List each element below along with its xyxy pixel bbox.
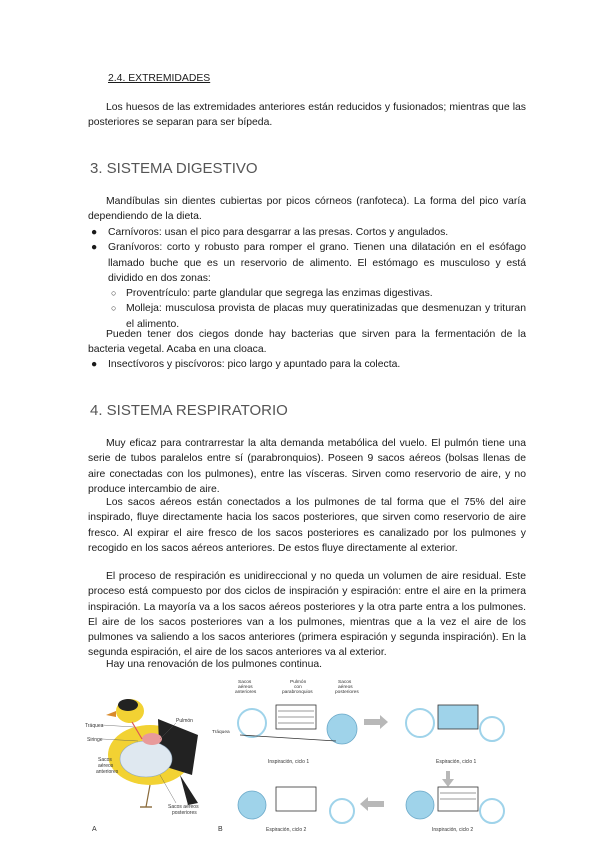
lung — [142, 733, 162, 745]
label-sacos-ant-2: aéreos — [238, 685, 253, 690]
diet-list — [88, 225, 526, 332]
subsection-title: 2.4. EXTREMIDADES — [108, 73, 211, 84]
bird-leg — [146, 785, 150, 807]
diagram-esp-2 — [238, 787, 354, 833]
ciegos-paragraph: Pueden tener dos ciegos donde hay bacterias que sirven para la fermentación de la bacteria vegetal. Acaba en una cloaca. — [88, 329, 526, 356]
panel-letter-a: A — [92, 826, 97, 833]
bird-beak — [106, 711, 116, 717]
label-pulmon: Pulmón — [176, 718, 193, 724]
respiratorio-paragraph-1: Muy eficaz para contrarrestar la alta demanda metabólica del vuelo. El pulmón tiene una serie de tubos paralelos entre sí (parabronquios). Poseen 9 sacos aéreos (bolsas llenas de aire conectadas con los pulmones), entre las vísceras. Sirven como reservorio de aire, y no produce intercambio de aire. — [88, 438, 526, 495]
circle-bullet-icon: ○ — [111, 288, 117, 299]
bird-cap — [118, 699, 138, 711]
label-sacos-posteriores-2: posteriores — [172, 810, 197, 816]
diagram-insp-2 — [406, 787, 504, 833]
caption-inspiracion-1: Inspiración, ciclo 1 — [268, 759, 310, 765]
label-sacos-anteriores-2: aéreos — [98, 763, 114, 769]
bullet-text: Granívoros: corto y robusto para romper el grano. Tienen una dilatación en el esófago llamado buche que es un reservorio de alimento. El estómago es musculoso y está dividido en dos zonas: — [108, 242, 526, 284]
section-heading-digestivo: 3. SISTEMA DIGESTIVO — [90, 160, 258, 177]
label-sacos-ant-3: anteriores — [235, 690, 257, 695]
diagram-esp-1 — [406, 705, 504, 765]
caption-inspiracion-2: Inspiración, ciclo 2 — [432, 827, 474, 833]
label-traquea: Tráquea — [85, 723, 104, 729]
respiratorio-paragraph-2: Los sacos aéreos están conectados a los pulmones de tal forma que el 75% del aire inspirado, fluye directamente hacia los sacos posteriores, que sirven como reservorio de aire fresco. Al expirar el aire fresco de los sacos posteriores es canalizado por los pulmones y recogido en los sacos aéreos anteriores. De estos fluye directamente al exterior. — [88, 497, 526, 554]
diet-list-2 — [88, 357, 526, 372]
bullet-icon: ● — [91, 227, 98, 238]
list-item — [88, 225, 526, 240]
label-traquea-b: Tráquea — [212, 730, 230, 735]
list-item — [88, 286, 526, 301]
bullet-text: Carnívoros: usan el pico para desgarrar a las presas. Cortos y angulados. — [108, 227, 449, 238]
bullet-text: Insectívoros y piscívoros: pico largo y apuntado para la colecta. — [108, 359, 401, 370]
label-sacos-anteriores: Sacos — [98, 757, 112, 763]
label-sacos-anteriores-3: anteriores — [96, 769, 119, 775]
label-sacos-post-3: posteriores — [335, 690, 359, 695]
label-sacos-post-2: aéreos — [338, 685, 353, 690]
list-item — [88, 357, 526, 372]
bullet-text: Proventrículo: parte glandular que segrega las enzimas digestivas. — [126, 288, 433, 300]
panel-letter-b: B — [218, 826, 223, 833]
label-pulmon-parabronquios: Pulmón — [290, 680, 307, 685]
arrow-right-icon — [364, 715, 388, 729]
diagram-insp-1 — [238, 705, 357, 765]
digestivo-intro: Mandíbulas sin dientes cubiertas por picos córneos (ranfoteca). La forma del pico varía dependiendo de la dieta. — [88, 196, 526, 223]
caption-espiracion-1: Espiración, ciclo 1 — [436, 759, 477, 765]
air-sacs — [120, 741, 172, 777]
circle-bullet-icon: ○ — [111, 303, 117, 314]
label-siringe: Siringe — [87, 737, 103, 743]
respiratorio-paragraph-3: El proceso de respiración es unidireccional y no queda un volumen de aire residual. Este proceso está compuesto por dos ciclos de inspiración y espiración: entre el aire en la primera inspiración. La mayoría va a los sacos aéreos posteriores y la otra parte entra a los pulmones. El aire de los sacos posteriores van a los pulmones, mientras que a la vez el aire de los pulmones va saliendo a los sacos anteriores (primera espiración y segunda inspiración). En la segunda espiración, el aire de los sacos anteriores va al exterior. — [88, 571, 526, 659]
label-sacos-ant: Sacos — [238, 680, 252, 685]
extremidades-paragraph: Los huesos de las extremidades anteriores están reducidos y fusionados; mientras que las posteriores se separan para ser bípeda. — [88, 102, 526, 129]
arrow-down-icon — [442, 771, 454, 787]
bird-illustration — [106, 699, 198, 807]
label-pulmon-3: parabronquios — [282, 690, 313, 695]
label-sacos-post: Sacos — [338, 680, 352, 685]
arrow-left-icon — [360, 797, 384, 811]
label-sacos-posteriores: Sacos aéreos — [168, 804, 199, 810]
bullet-icon: ● — [91, 242, 98, 254]
label-pulmon-2: con — [294, 685, 302, 690]
bullet-text: Molleja: musculosa provista de placas muy queratinizadas que desmenuzan y trituran el alimento. — [126, 303, 526, 330]
respiratory-figure — [80, 675, 512, 837]
section-heading-respiratorio: 4. SISTEMA RESPIRATORIO — [90, 402, 288, 419]
stomach-zones-list — [88, 286, 526, 332]
bullet-icon: ● — [91, 359, 98, 370]
respiratorio-paragraph-4: Hay una renovación de los pulmones continua. — [106, 659, 323, 670]
bird-tail — [180, 775, 198, 805]
list-item — [88, 240, 526, 332]
caption-espiracion-2: Espiración, ciclo 2 — [266, 827, 307, 833]
